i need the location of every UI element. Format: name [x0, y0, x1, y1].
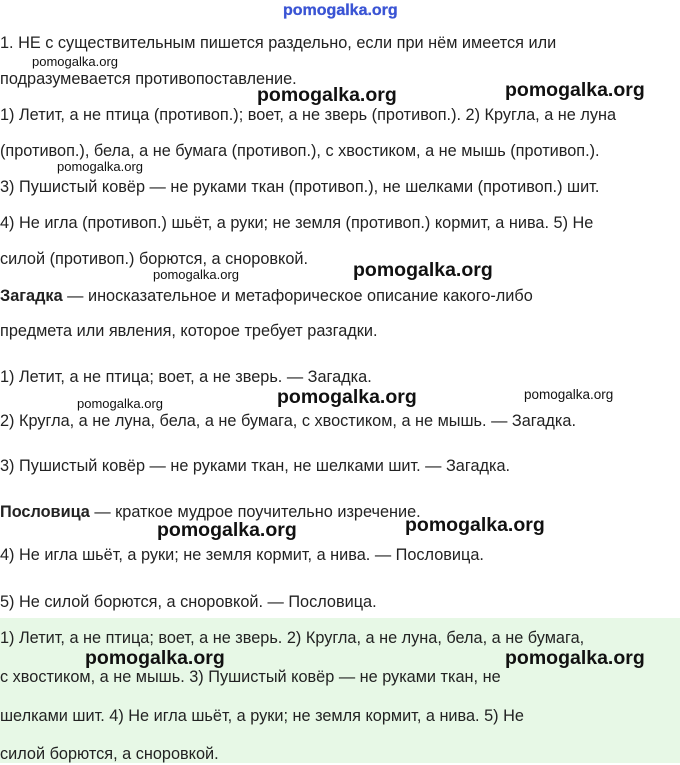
answer-line-3: шелками шит. 4) Не игла шьёт, а руки; не земля кормит, а нива. 5) Не [0, 707, 524, 725]
example-line-3: 3) Пушистый ковёр — не руками ткан (противоп.), не шелками (противоп.) шит. [0, 178, 600, 196]
riddle-item-3: 3) Пушистый ковёр — не руками ткан, не шелками шит. — Загадка. [0, 457, 511, 475]
proverb-term: Пословица [0, 503, 90, 521]
watermark-large: pomogalka.org [277, 386, 417, 408]
rule-line-1: 1. НЕ с существительным пишется раздельно, если при нём имеется или [0, 34, 557, 52]
answer-line-1: 1) Летит, а не птица; воет, а не зверь. 2) Кругла, а не луна, бела, а не бумага, [0, 629, 585, 647]
riddle-item-1: 1) Летит, а не птица; воет, а не зверь. — Загадка. [0, 368, 372, 386]
rule-line-2: подразумевается противопоставление. [0, 70, 297, 88]
riddle-term: Загадка [0, 287, 63, 305]
watermark-large: pomogalka.org [505, 79, 645, 101]
watermark-small: pomogalka.org [524, 387, 614, 402]
watermark-top: pomogalka.org [283, 2, 398, 19]
answer-line-4: силой борются, а сноровкой. [0, 745, 219, 763]
watermark-small: pomogalka.org [57, 159, 143, 174]
example-line-4: 4) Не игла (противоп.) шьёт, а руки; не земля (противоп.) кормит, а нива. 5) Не [0, 214, 594, 232]
riddle-item-2: 2) Кругла, а не луна, бела, а не бумага, с хвостиком, а не мышь. — Загадка. [0, 412, 576, 430]
proverb-definition-text: — краткое мудрое поучительно изречение. [89, 503, 421, 521]
watermark-small: pomogalka.org [77, 396, 163, 411]
example-line-1: 1) Летит, а не птица (противоп.); воет, а не зверь (противоп.). 2) Кругла, а не луна [0, 106, 617, 124]
watermark-large: pomogalka.org [405, 514, 545, 536]
watermark-small: pomogalka.org [153, 267, 239, 282]
proverb-item-5: 5) Не силой борются, а сноровкой. — Пословица. [0, 593, 377, 611]
proverb-item-4: 4) Не игла шьёт, а руки; не земля кормит, а нива. — Пословица. [0, 546, 484, 564]
watermark-large: pomogalka.org [157, 519, 297, 541]
answer-line-2: с хвостиком, а не мышь. 3) Пушистый ковёр — не руками ткан, не [0, 668, 501, 686]
watermark-large: pomogalka.org [353, 259, 493, 281]
watermark-large: pomogalka.org [85, 647, 225, 669]
watermark-small: pomogalka.org [32, 54, 118, 69]
example-line-2: (противоп.), бела, а не бумага (противоп.), с хвостиком, а не мышь (противоп.). [0, 142, 600, 160]
riddle-definition [0, 285, 533, 307]
watermark-large: pomogalka.org [505, 647, 645, 669]
riddle-definition-line-2: предмета или явления, которое требует разгадки. [0, 322, 378, 340]
watermark-large: pomogalka.org [257, 84, 397, 106]
riddle-definition-text: — иносказательное и метафорическое описание какого-либо [62, 287, 533, 305]
example-line-5: силой (противоп.) борются, а сноровкой. [0, 250, 309, 268]
